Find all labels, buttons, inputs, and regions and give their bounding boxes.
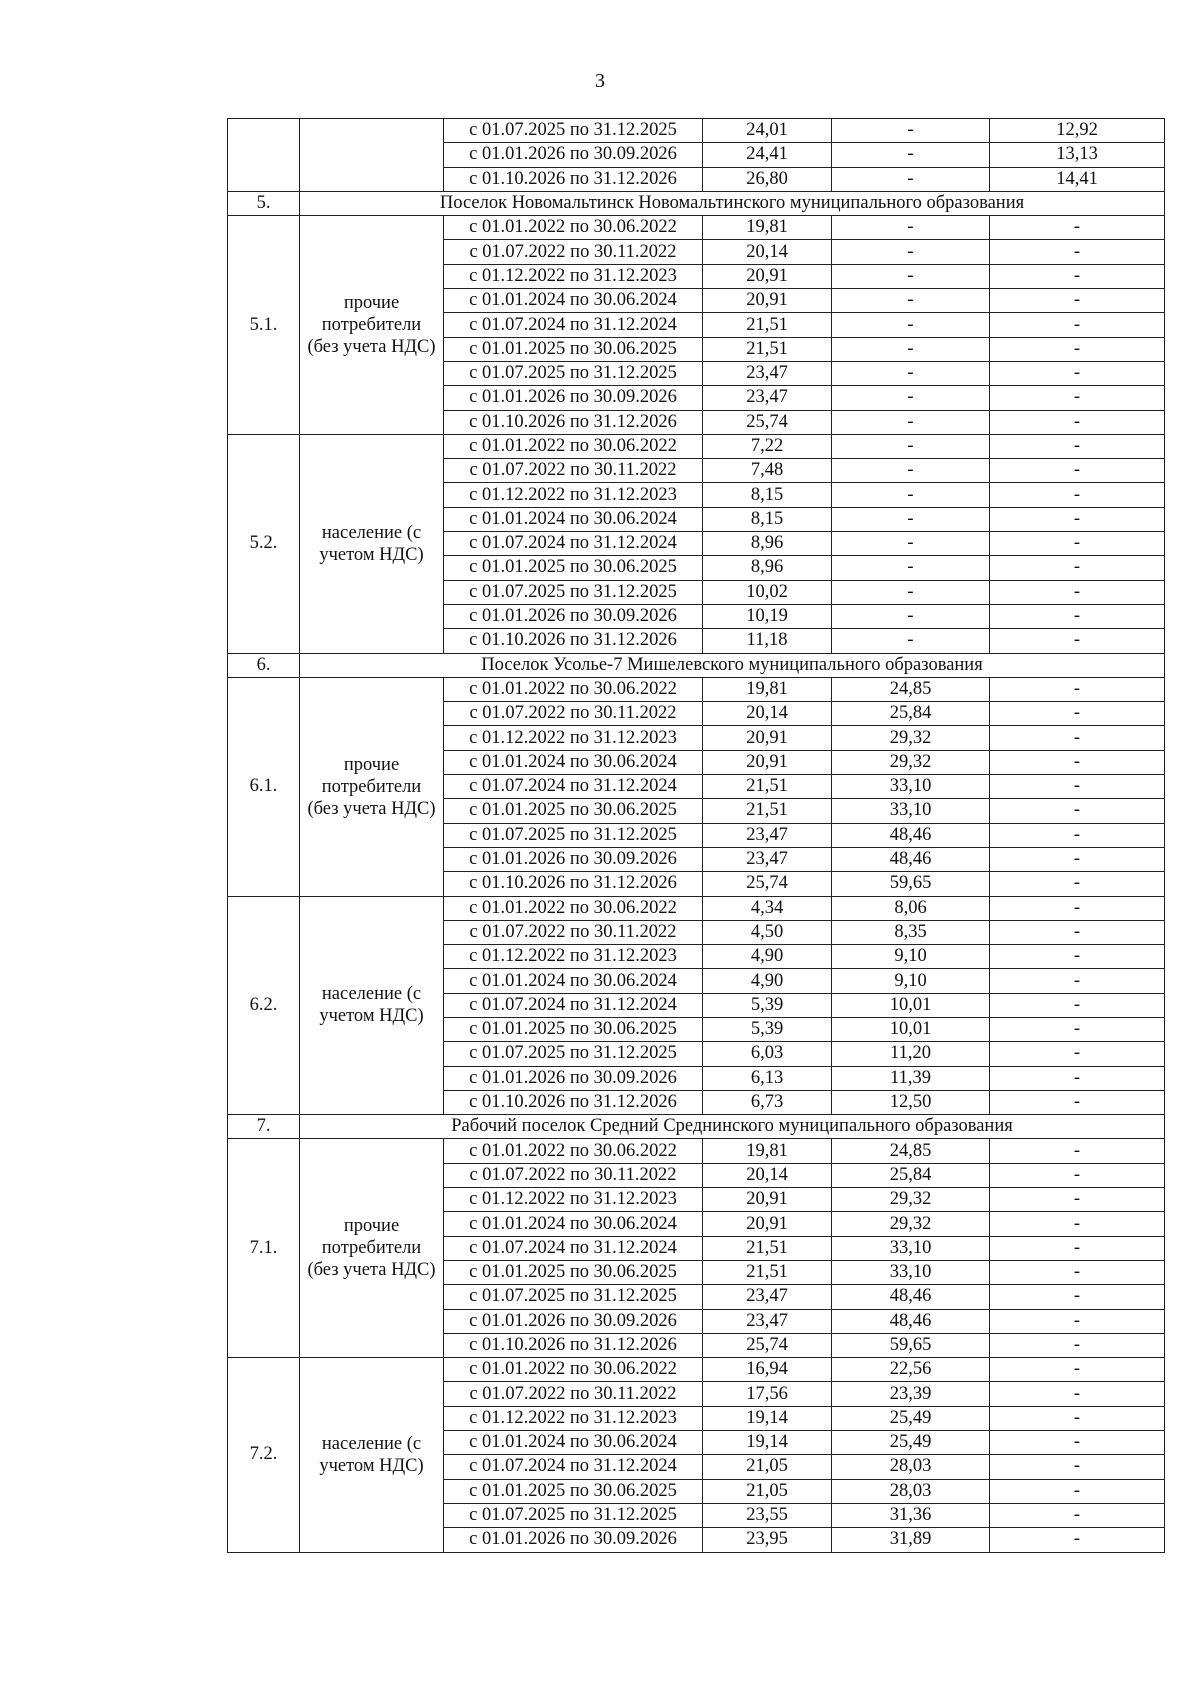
period-cell: с 01.12.2022 по 31.12.2023 <box>444 726 703 750</box>
value-cell-1: 7,22 <box>703 434 832 458</box>
period-cell: с 01.07.2022 по 30.11.2022 <box>444 240 703 264</box>
value-cell-3: - <box>990 945 1165 969</box>
period-cell: с 01.07.2022 по 30.11.2022 <box>444 920 703 944</box>
group-number: 7.1. <box>228 1139 300 1358</box>
tariff-table-body <box>228 119 1165 1553</box>
value-cell-1: 21,51 <box>703 799 832 823</box>
section-number: 7. <box>228 1115 300 1139</box>
value-cell-3: - <box>990 1358 1165 1382</box>
period-cell: с 01.10.2026 по 31.12.2026 <box>444 1333 703 1357</box>
value-cell-1: 6,13 <box>703 1066 832 1090</box>
value-cell-1: 20,91 <box>703 289 832 313</box>
value-cell-1: 6,03 <box>703 1042 832 1066</box>
value-cell-3: - <box>990 289 1165 313</box>
value-cell-1: 10,02 <box>703 580 832 604</box>
consumer-category: население (с учетом НДС) <box>300 896 444 1115</box>
period-cell: с 01.07.2025 по 31.12.2025 <box>444 1503 703 1527</box>
value-cell-1: 23,47 <box>703 823 832 847</box>
value-cell-3: - <box>990 556 1165 580</box>
group-number: 7.2. <box>228 1358 300 1552</box>
empty-num-cell <box>228 119 300 192</box>
value-cell-1: 25,74 <box>703 1333 832 1357</box>
value-cell-1: 8,96 <box>703 556 832 580</box>
value-cell-3: - <box>990 920 1165 944</box>
value-cell-1: 20,91 <box>703 1188 832 1212</box>
period-cell: с 01.01.2022 по 30.06.2022 <box>444 216 703 240</box>
value-cell-1: 19,81 <box>703 677 832 701</box>
period-cell: с 01.07.2022 по 30.11.2022 <box>444 459 703 483</box>
value-cell-3: - <box>990 434 1165 458</box>
period-cell: с 01.12.2022 по 31.12.2023 <box>444 1406 703 1430</box>
value-cell-3: - <box>990 1309 1165 1333</box>
period-cell: с 01.01.2024 по 30.06.2024 <box>444 969 703 993</box>
value-cell-1: 23,47 <box>703 386 832 410</box>
value-cell-2: 59,65 <box>832 1333 990 1357</box>
period-cell: с 01.01.2022 по 30.06.2022 <box>444 434 703 458</box>
period-cell: с 01.12.2022 по 31.12.2023 <box>444 1188 703 1212</box>
period-cell: с 01.01.2025 по 30.06.2025 <box>444 556 703 580</box>
period-cell: с 01.01.2025 по 30.06.2025 <box>444 1260 703 1284</box>
value-cell-2: - <box>832 289 990 313</box>
value-cell-2: - <box>832 556 990 580</box>
value-cell-3: - <box>990 1333 1165 1357</box>
value-cell-3: - <box>990 410 1165 434</box>
value-cell-1: 25,74 <box>703 872 832 896</box>
value-cell-2: 10,01 <box>832 1017 990 1041</box>
value-cell-2: - <box>832 143 990 167</box>
value-cell-1: 21,51 <box>703 1236 832 1260</box>
period-cell: с 01.01.2026 по 30.09.2026 <box>444 143 703 167</box>
value-cell-1: 25,74 <box>703 410 832 434</box>
value-cell-3: - <box>990 1163 1165 1187</box>
value-cell-2: - <box>832 337 990 361</box>
value-cell-2: - <box>832 119 990 143</box>
value-cell-3: - <box>990 483 1165 507</box>
value-cell-2: 33,10 <box>832 775 990 799</box>
period-cell: с 01.01.2025 по 30.06.2025 <box>444 799 703 823</box>
value-cell-3: - <box>990 240 1165 264</box>
group-number: 5.2. <box>228 434 300 653</box>
value-cell-2: 12,50 <box>832 1090 990 1114</box>
value-cell-2: - <box>832 580 990 604</box>
value-cell-1: 20,91 <box>703 750 832 774</box>
value-cell-3: 12,92 <box>990 119 1165 143</box>
period-cell: с 01.01.2024 по 30.06.2024 <box>444 289 703 313</box>
value-cell-3: - <box>990 1479 1165 1503</box>
period-cell: с 01.07.2025 по 31.12.2025 <box>444 823 703 847</box>
period-cell: с 01.12.2022 по 31.12.2023 <box>444 945 703 969</box>
value-cell-1: 21,51 <box>703 775 832 799</box>
value-cell-1: 23,47 <box>703 1309 832 1333</box>
value-cell-1: 7,48 <box>703 459 832 483</box>
value-cell-2: - <box>832 167 990 191</box>
value-cell-3: - <box>990 361 1165 385</box>
value-cell-2: 8,35 <box>832 920 990 944</box>
value-cell-2: 29,32 <box>832 750 990 774</box>
value-cell-2: - <box>832 361 990 385</box>
value-cell-2: - <box>832 434 990 458</box>
value-cell-3: - <box>990 313 1165 337</box>
value-cell-1: 23,47 <box>703 361 832 385</box>
value-cell-3: - <box>990 1212 1165 1236</box>
value-cell-1: 21,05 <box>703 1455 832 1479</box>
period-cell: с 01.01.2026 по 30.09.2026 <box>444 1066 703 1090</box>
value-cell-2: 11,39 <box>832 1066 990 1090</box>
value-cell-2: 29,32 <box>832 726 990 750</box>
value-cell-3: - <box>990 1188 1165 1212</box>
table-row <box>228 434 1165 458</box>
value-cell-2: 33,10 <box>832 1236 990 1260</box>
period-cell: с 01.07.2022 по 30.11.2022 <box>444 702 703 726</box>
value-cell-3: - <box>990 702 1165 726</box>
period-cell: с 01.01.2026 по 30.09.2026 <box>444 1528 703 1552</box>
value-cell-1: 24,01 <box>703 119 832 143</box>
value-cell-2: 24,85 <box>832 677 990 701</box>
value-cell-1: 20,91 <box>703 264 832 288</box>
value-cell-3: - <box>990 264 1165 288</box>
value-cell-1: 26,80 <box>703 167 832 191</box>
value-cell-3: - <box>990 386 1165 410</box>
value-cell-1: 4,90 <box>703 945 832 969</box>
value-cell-2: 48,46 <box>832 847 990 871</box>
value-cell-1: 11,18 <box>703 629 832 653</box>
value-cell-3: - <box>990 1528 1165 1552</box>
value-cell-2: 10,01 <box>832 993 990 1017</box>
table-row <box>228 896 1165 920</box>
consumer-category: прочие потребители (без учета НДС) <box>300 216 444 435</box>
value-cell-1: 19,81 <box>703 216 832 240</box>
value-cell-3: - <box>990 750 1165 774</box>
value-cell-2: - <box>832 483 990 507</box>
period-cell: с 01.07.2025 по 31.12.2025 <box>444 1285 703 1309</box>
group-number: 6.2. <box>228 896 300 1115</box>
value-cell-1: 20,14 <box>703 702 832 726</box>
value-cell-2: 9,10 <box>832 969 990 993</box>
value-cell-1: 23,55 <box>703 1503 832 1527</box>
value-cell-1: 21,05 <box>703 1479 832 1503</box>
value-cell-1: 5,39 <box>703 1017 832 1041</box>
value-cell-1: 8,96 <box>703 532 832 556</box>
period-cell: с 01.10.2026 по 31.12.2026 <box>444 872 703 896</box>
tariff-table <box>227 118 1165 1553</box>
value-cell-3: 14,41 <box>990 167 1165 191</box>
period-cell: с 01.01.2026 по 30.09.2026 <box>444 1309 703 1333</box>
period-cell: с 01.01.2024 по 30.06.2024 <box>444 1431 703 1455</box>
period-cell: с 01.07.2025 по 31.12.2025 <box>444 1042 703 1066</box>
value-cell-2: 28,03 <box>832 1455 990 1479</box>
period-cell: с 01.01.2026 по 30.09.2026 <box>444 604 703 628</box>
value-cell-2: - <box>832 604 990 628</box>
section-title: Поселок Усолье-7 Мишелевского муниципального образования <box>300 653 1165 677</box>
period-cell: с 01.07.2024 по 31.12.2024 <box>444 1236 703 1260</box>
period-cell: с 01.10.2026 по 31.12.2026 <box>444 410 703 434</box>
period-cell: с 01.01.2024 по 30.06.2024 <box>444 1212 703 1236</box>
value-cell-2: - <box>832 264 990 288</box>
value-cell-1: 23,95 <box>703 1528 832 1552</box>
value-cell-2: 25,84 <box>832 1163 990 1187</box>
table-row <box>228 1358 1165 1382</box>
value-cell-2: 59,65 <box>832 872 990 896</box>
period-cell: с 01.07.2025 по 31.12.2025 <box>444 580 703 604</box>
value-cell-3: - <box>990 799 1165 823</box>
value-cell-1: 4,90 <box>703 969 832 993</box>
period-cell: с 01.10.2026 по 31.12.2026 <box>444 629 703 653</box>
period-cell: с 01.07.2024 по 31.12.2024 <box>444 313 703 337</box>
period-cell: с 01.01.2024 по 30.06.2024 <box>444 507 703 531</box>
table-row <box>228 119 1165 143</box>
value-cell-1: 20,14 <box>703 240 832 264</box>
value-cell-3: - <box>990 532 1165 556</box>
value-cell-3: - <box>990 1066 1165 1090</box>
value-cell-1: 8,15 <box>703 507 832 531</box>
period-cell: с 01.01.2026 по 30.09.2026 <box>444 386 703 410</box>
value-cell-2: 28,03 <box>832 1479 990 1503</box>
value-cell-3: - <box>990 629 1165 653</box>
value-cell-1: 24,41 <box>703 143 832 167</box>
value-cell-3: - <box>990 993 1165 1017</box>
value-cell-3: - <box>990 872 1165 896</box>
value-cell-3: - <box>990 969 1165 993</box>
value-cell-3: - <box>990 847 1165 871</box>
value-cell-2: 25,49 <box>832 1406 990 1430</box>
value-cell-3: - <box>990 1090 1165 1114</box>
value-cell-2: 22,56 <box>832 1358 990 1382</box>
value-cell-2: - <box>832 629 990 653</box>
value-cell-2: 31,89 <box>832 1528 990 1552</box>
value-cell-3: - <box>990 1285 1165 1309</box>
value-cell-1: 20,14 <box>703 1163 832 1187</box>
section-number: 6. <box>228 653 300 677</box>
value-cell-3: - <box>990 580 1165 604</box>
value-cell-1: 21,51 <box>703 313 832 337</box>
value-cell-1: 17,56 <box>703 1382 832 1406</box>
value-cell-1: 19,14 <box>703 1431 832 1455</box>
period-cell: с 01.01.2022 по 30.06.2022 <box>444 1139 703 1163</box>
value-cell-2: 25,49 <box>832 1431 990 1455</box>
value-cell-1: 6,73 <box>703 1090 832 1114</box>
value-cell-2: 48,46 <box>832 1309 990 1333</box>
value-cell-2: 48,46 <box>832 823 990 847</box>
period-cell: с 01.07.2024 по 31.12.2024 <box>444 775 703 799</box>
period-cell: с 01.01.2025 по 30.06.2025 <box>444 1017 703 1041</box>
period-cell: с 01.07.2024 по 31.12.2024 <box>444 532 703 556</box>
section-header-row <box>228 1115 1165 1139</box>
value-cell-2: 31,36 <box>832 1503 990 1527</box>
consumer-category: население (с учетом НДС) <box>300 434 444 653</box>
period-cell: с 01.12.2022 по 31.12.2023 <box>444 483 703 507</box>
value-cell-3: - <box>990 216 1165 240</box>
value-cell-1: 21,51 <box>703 337 832 361</box>
table-row <box>228 1139 1165 1163</box>
value-cell-2: 25,84 <box>832 702 990 726</box>
value-cell-3: - <box>990 1406 1165 1430</box>
value-cell-3: - <box>990 459 1165 483</box>
group-number: 5.1. <box>228 216 300 435</box>
value-cell-2: 33,10 <box>832 1260 990 1284</box>
value-cell-2: 48,46 <box>832 1285 990 1309</box>
value-cell-2: - <box>832 216 990 240</box>
period-cell: с 01.07.2022 по 30.11.2022 <box>444 1163 703 1187</box>
value-cell-3: - <box>990 1382 1165 1406</box>
period-cell: с 01.10.2026 по 31.12.2026 <box>444 167 703 191</box>
value-cell-1: 16,94 <box>703 1358 832 1382</box>
value-cell-2: - <box>832 313 990 337</box>
value-cell-1: 8,15 <box>703 483 832 507</box>
value-cell-1: 23,47 <box>703 847 832 871</box>
value-cell-3: - <box>990 1431 1165 1455</box>
group-number: 6.1. <box>228 677 300 896</box>
value-cell-3: - <box>990 775 1165 799</box>
value-cell-2: 24,85 <box>832 1139 990 1163</box>
value-cell-3: - <box>990 823 1165 847</box>
value-cell-2: 29,32 <box>832 1212 990 1236</box>
period-cell: с 01.01.2026 по 30.09.2026 <box>444 847 703 871</box>
value-cell-1: 10,19 <box>703 604 832 628</box>
value-cell-3: - <box>990 896 1165 920</box>
section-header-row <box>228 653 1165 677</box>
value-cell-2: 8,06 <box>832 896 990 920</box>
section-title: Рабочий поселок Средний Среднинского муниципального образования <box>300 1115 1165 1139</box>
value-cell-2: - <box>832 459 990 483</box>
value-cell-2: - <box>832 240 990 264</box>
value-cell-3: - <box>990 1455 1165 1479</box>
period-cell: с 01.01.2025 по 30.06.2025 <box>444 337 703 361</box>
value-cell-3: - <box>990 604 1165 628</box>
table-row <box>228 216 1165 240</box>
value-cell-3: - <box>990 1042 1165 1066</box>
value-cell-1: 23,47 <box>703 1285 832 1309</box>
value-cell-1: 19,14 <box>703 1406 832 1430</box>
empty-consumer-cell <box>300 119 444 192</box>
value-cell-1: 4,34 <box>703 896 832 920</box>
period-cell: с 01.10.2026 по 31.12.2026 <box>444 1090 703 1114</box>
value-cell-1: 4,50 <box>703 920 832 944</box>
value-cell-3: - <box>990 1503 1165 1527</box>
consumer-category: население (с учетом НДС) <box>300 1358 444 1552</box>
page-number: 3 <box>595 70 605 92</box>
value-cell-2: - <box>832 507 990 531</box>
value-cell-3: - <box>990 1236 1165 1260</box>
value-cell-3: - <box>990 337 1165 361</box>
consumer-category: прочие потребители (без учета НДС) <box>300 1139 444 1358</box>
period-cell: с 01.07.2024 по 31.12.2024 <box>444 993 703 1017</box>
period-cell: с 01.01.2024 по 30.06.2024 <box>444 750 703 774</box>
section-title: Поселок Новомальтинск Новомальтинского муниципального образования <box>300 191 1165 215</box>
value-cell-3: - <box>990 1260 1165 1284</box>
value-cell-1: 20,91 <box>703 726 832 750</box>
value-cell-2: - <box>832 386 990 410</box>
period-cell: с 01.07.2025 по 31.12.2025 <box>444 361 703 385</box>
value-cell-2: 33,10 <box>832 799 990 823</box>
value-cell-3: 13,13 <box>990 143 1165 167</box>
period-cell: с 01.01.2022 по 30.06.2022 <box>444 677 703 701</box>
value-cell-1: 5,39 <box>703 993 832 1017</box>
period-cell: с 01.07.2022 по 30.11.2022 <box>444 1382 703 1406</box>
value-cell-1: 21,51 <box>703 1260 832 1284</box>
value-cell-1: 20,91 <box>703 1212 832 1236</box>
period-cell: с 01.07.2025 по 31.12.2025 <box>444 119 703 143</box>
value-cell-2: 29,32 <box>832 1188 990 1212</box>
value-cell-3: - <box>990 507 1165 531</box>
consumer-category: прочие потребители (без учета НДС) <box>300 677 444 896</box>
value-cell-3: - <box>990 677 1165 701</box>
value-cell-2: 11,20 <box>832 1042 990 1066</box>
section-number: 5. <box>228 191 300 215</box>
value-cell-2: - <box>832 410 990 434</box>
period-cell: с 01.07.2024 по 31.12.2024 <box>444 1455 703 1479</box>
table-row <box>228 677 1165 701</box>
value-cell-1: 19,81 <box>703 1139 832 1163</box>
value-cell-2: 9,10 <box>832 945 990 969</box>
section-header-row <box>228 191 1165 215</box>
period-cell: с 01.01.2025 по 30.06.2025 <box>444 1479 703 1503</box>
value-cell-2: 23,39 <box>832 1382 990 1406</box>
value-cell-3: - <box>990 1139 1165 1163</box>
value-cell-3: - <box>990 726 1165 750</box>
period-cell: с 01.12.2022 по 31.12.2023 <box>444 264 703 288</box>
period-cell: с 01.01.2022 по 30.06.2022 <box>444 896 703 920</box>
period-cell: с 01.01.2022 по 30.06.2022 <box>444 1358 703 1382</box>
value-cell-2: - <box>832 532 990 556</box>
value-cell-3: - <box>990 1017 1165 1041</box>
